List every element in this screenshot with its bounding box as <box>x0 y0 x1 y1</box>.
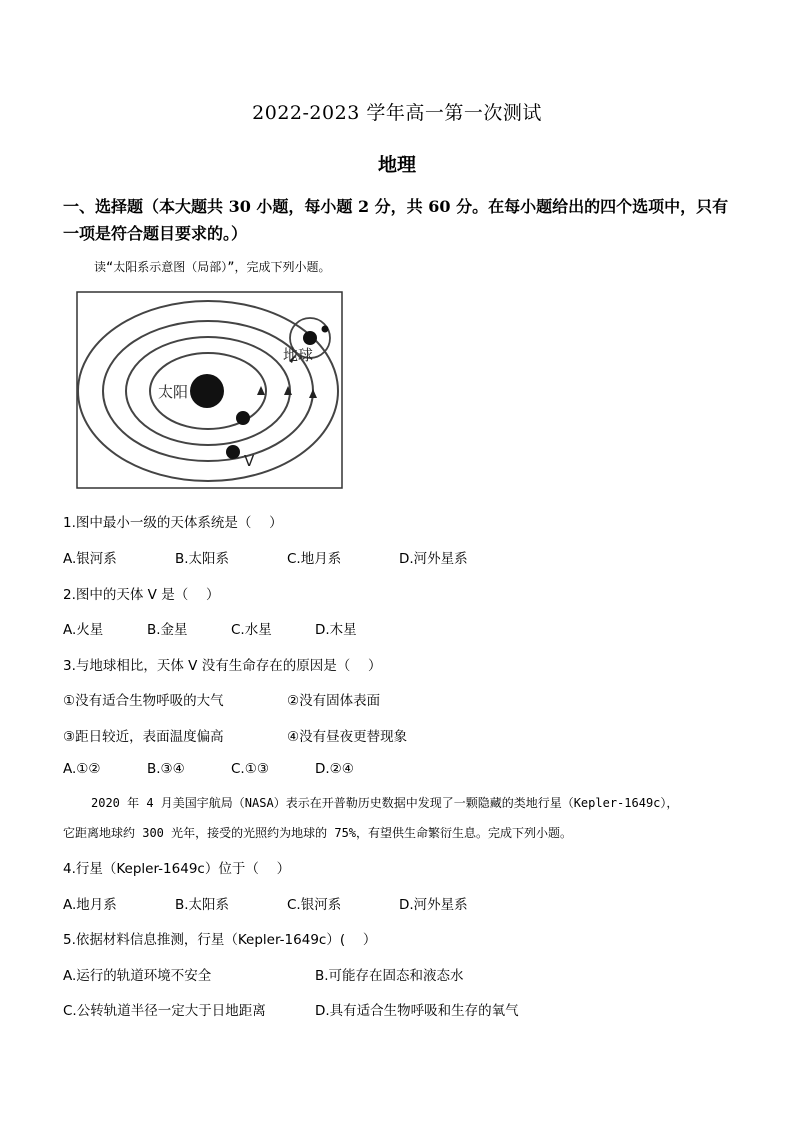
option[interactable]: D.②④ <box>315 761 354 777</box>
option[interactable]: B.③④ <box>147 761 185 777</box>
statement: ③距日较近，表面温度偏高 <box>63 729 224 745</box>
option[interactable]: A.运行的轨道环境不安全 <box>63 968 212 984</box>
option[interactable]: A.地月系 <box>63 897 117 913</box>
option[interactable]: D.河外星系 <box>399 897 468 913</box>
question-2-stem: 2.图中的天体 V 是（ ） <box>63 587 220 603</box>
option[interactable]: C.①③ <box>231 761 269 777</box>
question-5-stem: 5.依据材料信息推测，行星（Kepler-1649c）( ） <box>63 932 377 948</box>
statement: ①没有适合生物呼吸的大气 <box>63 693 224 709</box>
v-label: V <box>244 452 255 470</box>
statement: ②没有固体表面 <box>287 693 381 709</box>
option[interactable]: C.地月系 <box>287 551 342 567</box>
question-3-stem: 3.与地球相比，天体 V 没有生命存在的原因是（ ） <box>63 658 382 674</box>
sun <box>190 374 224 408</box>
section-heading: 一、选择题（本大题共 30 小题，每小题 2 分，共 60 分。在每小题给出的四个选项中，只有一项是符合题目要求的。） <box>63 197 729 243</box>
option[interactable]: C.水星 <box>231 622 272 638</box>
option[interactable]: A.火星 <box>63 622 104 638</box>
sun-label: 太阳 <box>158 383 189 401</box>
option[interactable]: A.银河系 <box>63 551 117 567</box>
option[interactable]: B.可能存在固态和液态水 <box>315 968 464 984</box>
orbit-arrow-inner <box>257 386 265 395</box>
question-1-stem: 1.图中最小一级的天体系统是（ ） <box>63 515 283 531</box>
option[interactable]: A.①② <box>63 761 101 777</box>
question-4-stem: 4.行星（Kepler-1649c）位于（ ） <box>63 861 291 877</box>
option[interactable]: C.银河系 <box>287 897 342 913</box>
material-line-2: 它距离地球约 300 光年，接受的光照约为地球的 75%，有望供生命繁衍生息。完成下列小题。 <box>63 826 573 840</box>
option[interactable]: B.太阳系 <box>175 551 230 567</box>
earth-label: 地球 <box>283 346 314 364</box>
option[interactable]: D.具有适合生物呼吸和生存的氧气 <box>315 1003 519 1019</box>
exam-title: 2022-2023 学年高一第一次测试 <box>252 102 542 124</box>
material-line-1: 2020 年 4 月美国宇航局（NASA）表示在开普勒历史数据中发现了一颗隐藏的类地行星（Kepler-1649c）， <box>91 796 679 810</box>
material-paragraph <box>63 788 743 848</box>
option[interactable]: D.木星 <box>315 622 357 638</box>
moon <box>322 326 329 333</box>
option[interactable]: C.公转轨道半径一定大于日地距离 <box>63 1003 266 1019</box>
subject-title: 地理 <box>377 154 416 176</box>
mercury-planet <box>236 411 250 425</box>
statement: ④没有昼夜更替现象 <box>287 729 408 745</box>
orbit-arrow-earth <box>309 389 317 398</box>
solar-system-diagram <box>76 290 346 492</box>
earth <box>303 331 317 345</box>
option[interactable]: D.河外星系 <box>399 551 468 567</box>
figure-intro: 读“太阳系示意图（局部）”，完成下列小题。 <box>94 260 331 274</box>
planet-v <box>226 445 240 459</box>
option[interactable]: B.太阳系 <box>175 897 230 913</box>
option[interactable]: B.金星 <box>147 622 188 638</box>
